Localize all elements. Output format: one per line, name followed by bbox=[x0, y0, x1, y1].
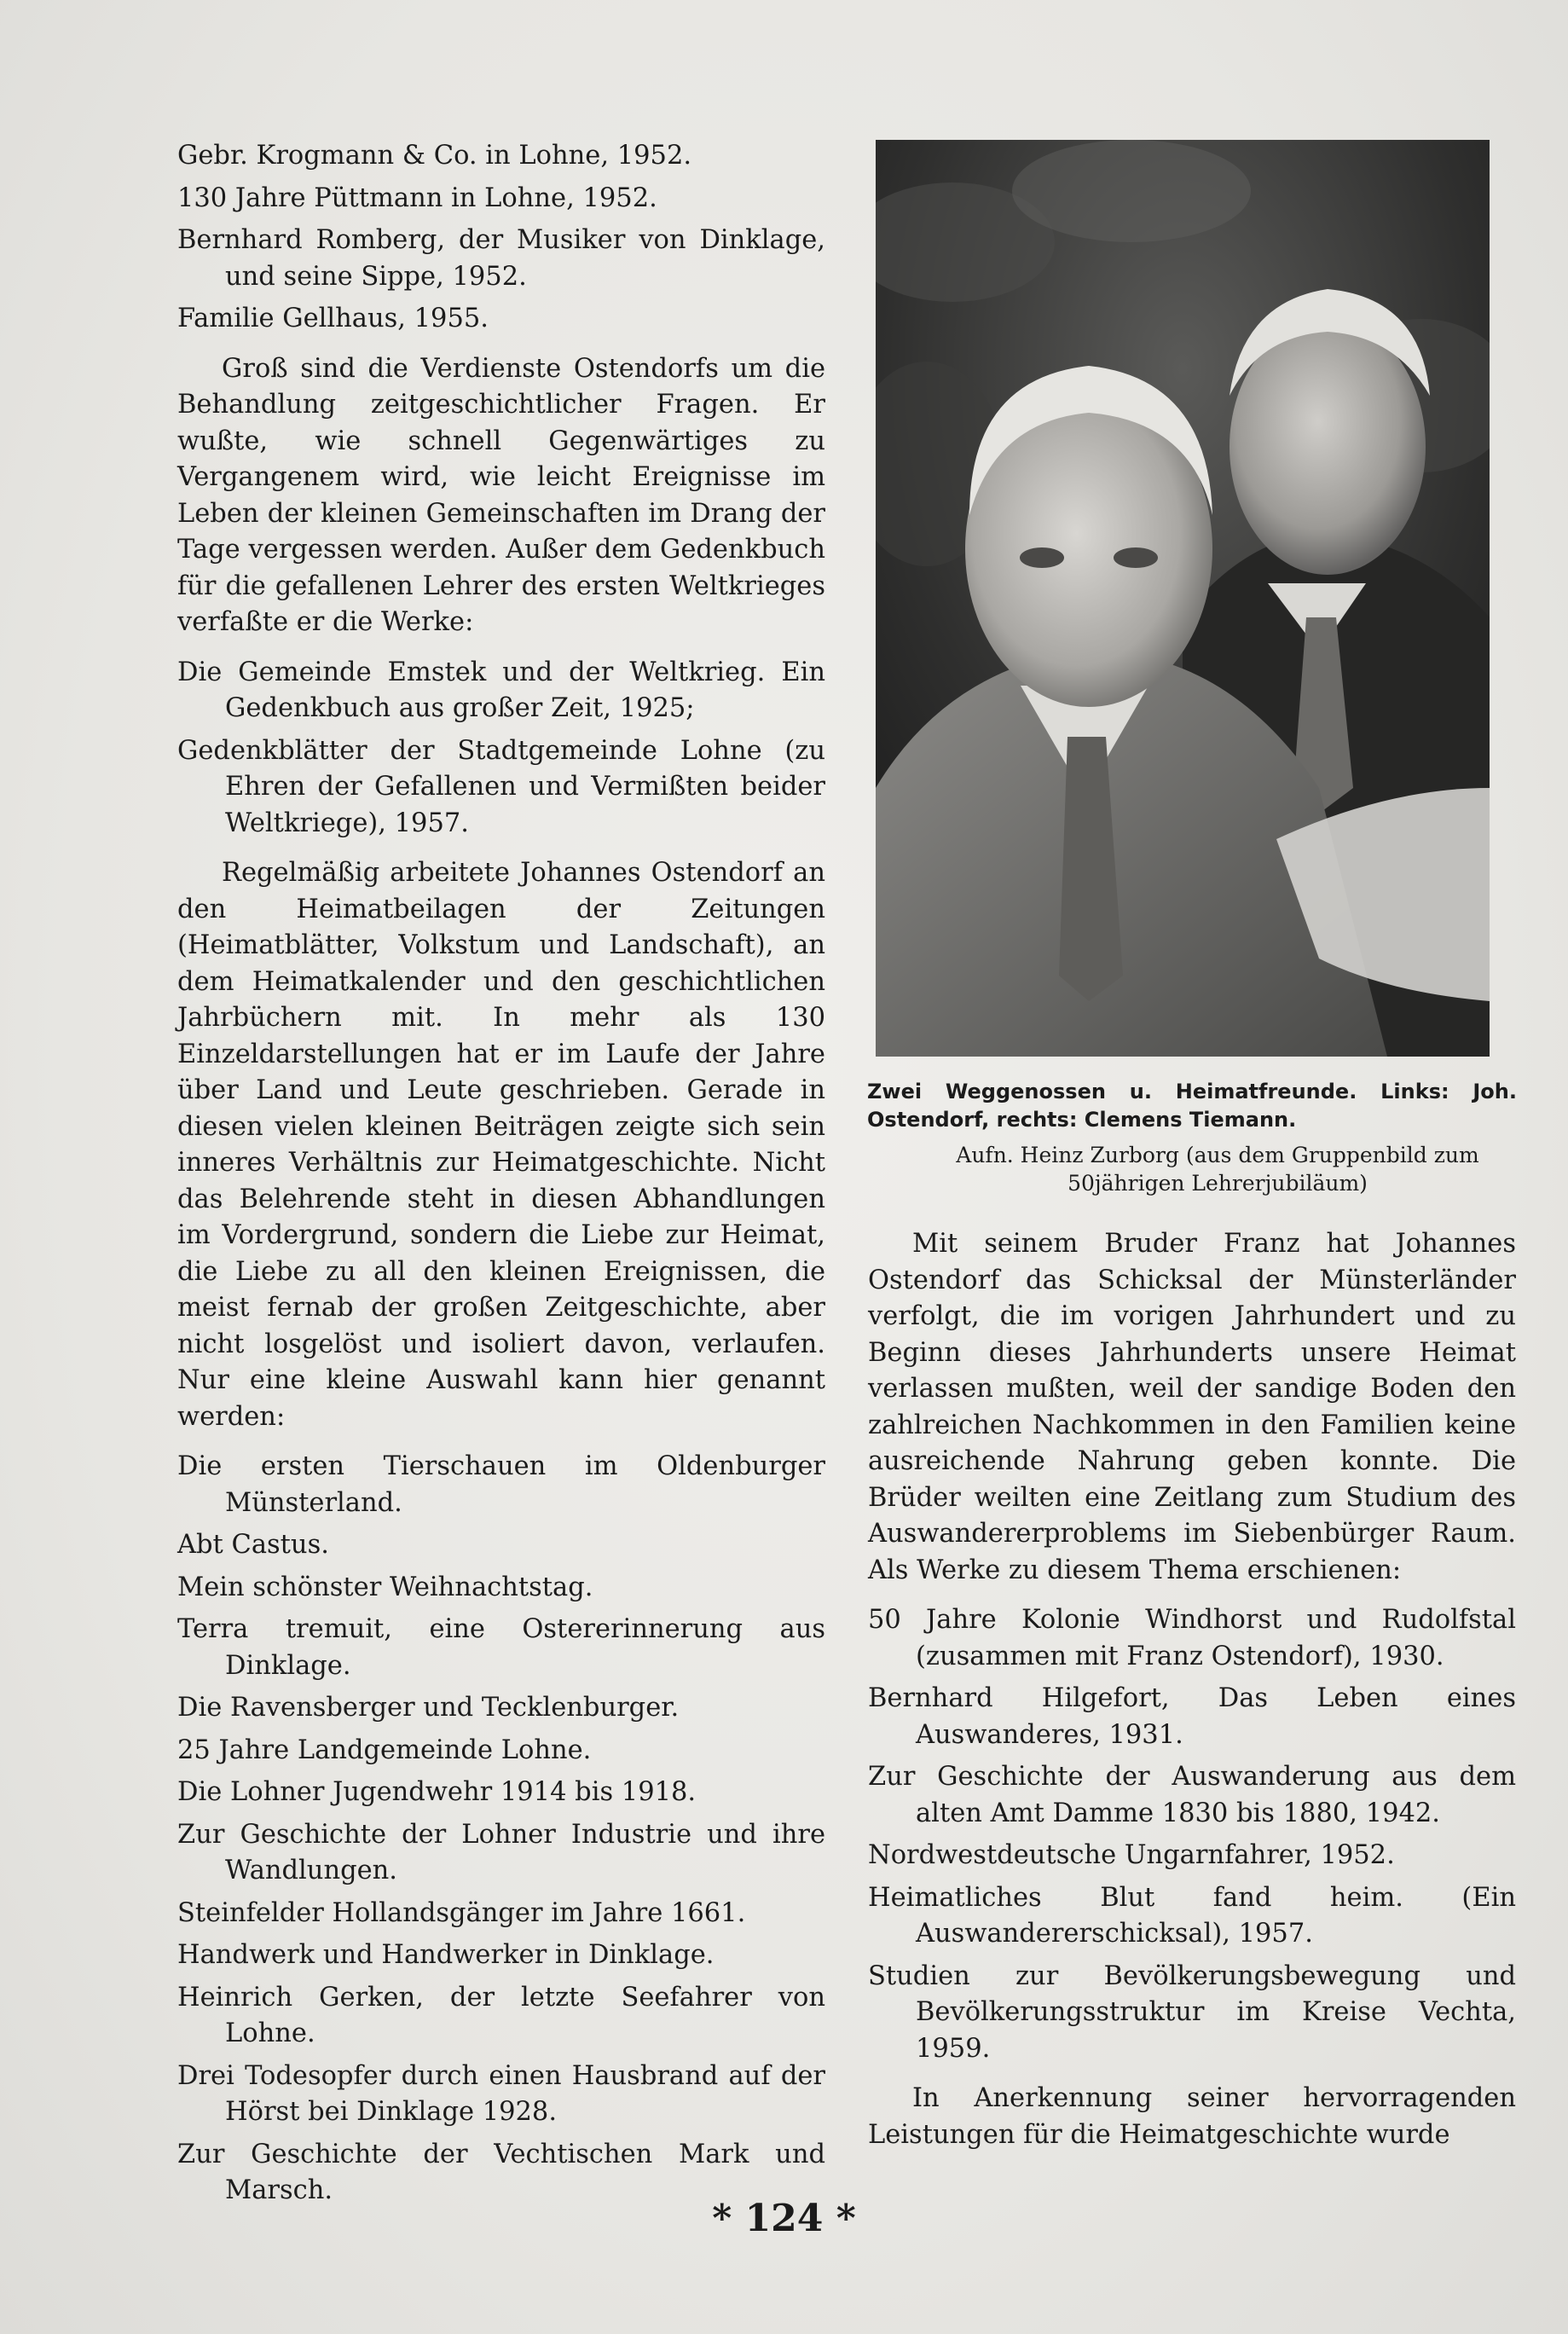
list-item: Heinrich Gerken, der letzte Seefahrer von Lohne. bbox=[177, 1982, 825, 2048]
list-item: Bernhard Romberg, der Musiker von Dinklage, und seine Sippe, 1952. bbox=[177, 225, 825, 292]
list-item: Zur Geschichte der Vechtischen Mark und Marsch. bbox=[177, 2139, 825, 2205]
list-item: Studien zur Bevölkerungsbewegung und Bevölkerungsstruktur im Kreise Vechta, 1959. bbox=[868, 1960, 1516, 2064]
list-item: Zur Geschichte der Auswanderung aus dem alten Amt Damme 1830 bis 1880, 1942. bbox=[868, 1762, 1516, 1828]
list-item: Handwerk und Handwerker in Dinklage. bbox=[177, 1940, 715, 1970]
list-item: Die ersten Tierschauen im Oldenburger Münsterland. bbox=[177, 1451, 825, 1518]
list-item: Heimatliches Blut fand heim. (Ein Auswandererschicksal), 1957. bbox=[868, 1882, 1516, 1949]
portrait-photo bbox=[876, 140, 1490, 1057]
list-item: Bernhard Hilgefort, Das Leben eines Auswanderes, 1931. bbox=[868, 1683, 1516, 1750]
list-item: Gedenkblätter der Stadtgemeinde Lohne (zu Ehren der Gefallenen und Vermißten beider Weltkriege), 1957. bbox=[177, 735, 825, 838]
list-item: Mein schönster Weihnachtstag. bbox=[177, 1572, 593, 1602]
list-item: Familie Gellhaus, 1955. bbox=[177, 304, 489, 333]
photo-illustration bbox=[876, 140, 1490, 1057]
left-column bbox=[177, 138, 825, 2215]
list-item: Zur Geschichte der Lohner Industrie und ihre Wandlungen. bbox=[177, 1819, 825, 1885]
photo-caption: Zwei Weggenossen u. Heimatfreunde. Links: Joh. Ostendorf, rechts: Clemens Tiemann. bbox=[867, 1080, 1517, 1132]
body-paragraph: In Anerkennung seiner hervorragenden Leistungen für die Heimatgeschichte wurde bbox=[868, 2083, 1516, 2150]
list-item: Die Lohner Jugendwehr 1914 bis 1918. bbox=[177, 1777, 697, 1807]
right-column bbox=[868, 1226, 1516, 2159]
body-paragraph: Groß sind die Verdienste Ostendorfs um die Behandlung zeitgeschichtlicher Fragen. Er wußte, wie schnell Gegenwärtiges zu Vergangenem wird, wie leicht Ereignisse im Leben der kleinen Gemeinschaften im Drang der Tage vergessen werden. Außer dem Gedenkbuch für die gefallenen Lehrer des ersten Weltkrieges verfaßte er die Werke: bbox=[177, 353, 825, 637]
list-item: Steinfelder Hollandsgänger im Jahre 1661. bbox=[177, 1897, 746, 1928]
body-paragraph: Mit seinem Bruder Franz hat Johannes Ostendorf das Schicksal der Münsterländer verfolgt, die im vorigen Jahrhundert und zu Beginn dieses Jahrhunderts unsere Heimat verlassen mußten, weil der sandige Boden den zahlreichen Nachkommen in den Familien keine ausreichende Nahrung geben konnte. Die Brüder weilten eine Zeitlang zum Studium des Auswandererproblems im Siebenbürger Raum. Als Werke zu diesem Thema erschienen: bbox=[868, 1229, 1516, 1585]
list-item: 25 Jahre Landgemeinde Lohne. bbox=[177, 1735, 592, 1765]
photo-credit: Aufn. Heinz Zurborg (aus dem Gruppenbild zum 50jährigen Lehrerjubiläum) bbox=[956, 1143, 1479, 1196]
list-item: Terra tremuit, eine Ostererinnerung aus Dinklage. bbox=[177, 1614, 825, 1681]
page-number: * 124 * bbox=[712, 2197, 856, 2240]
list-item: Nordwestdeutsche Ungarnfahrer, 1952. bbox=[868, 1840, 1395, 1870]
list-item: Abt Castus. bbox=[177, 1530, 329, 1560]
list-item: Drei Todesopfer durch einen Hausbrand auf der Hörst bei Dinklage 1928. bbox=[177, 2060, 825, 2127]
list-item: 50 Jahre Kolonie Windhorst und Rudolfstal (zusammen mit Franz Ostendorf), 1930. bbox=[868, 1605, 1516, 1671]
list-item: Die Gemeinde Emstek und der Weltkrieg. Ein Gedenkbuch aus großer Zeit, 1925; bbox=[177, 657, 825, 723]
body-paragraph: Regelmäßig arbeitete Johannes Ostendorf an den Heimatbeilagen der Zeitungen (Heimatblätter, Volkstum und Landschaft), an dem Heimatkalender und den geschichtlichen Jahrbüchern mit. In mehr als 130 Einzeldarstellungen hat er im Laufe der Jahre über Land und Leute geschrieben. Gerade in diesen vielen kleinen Beiträgen zeigte sich sein inneres Verhältnis zur Heimatgeschichte. Nicht das Belehrende steht in diesen Abhandlungen im Vordergrund, sondern die Liebe zur Heimat, die Liebe zu all den kleinen Ereignissen, die meist fernab der großen Zeitgeschichte, aber nicht losgelöst und isoliert davon, verlaufen. Nur eine kleine Auswahl kann hier genannt werden: bbox=[177, 858, 825, 1432]
list-item: 130 Jahre Püttmann in Lohne, 1952. bbox=[177, 182, 657, 213]
list-item: Gebr. Krogmann & Co. in Lohne, 1952. bbox=[177, 141, 692, 171]
list-item: Die Ravensberger und Tecklenburger. bbox=[177, 1693, 680, 1723]
